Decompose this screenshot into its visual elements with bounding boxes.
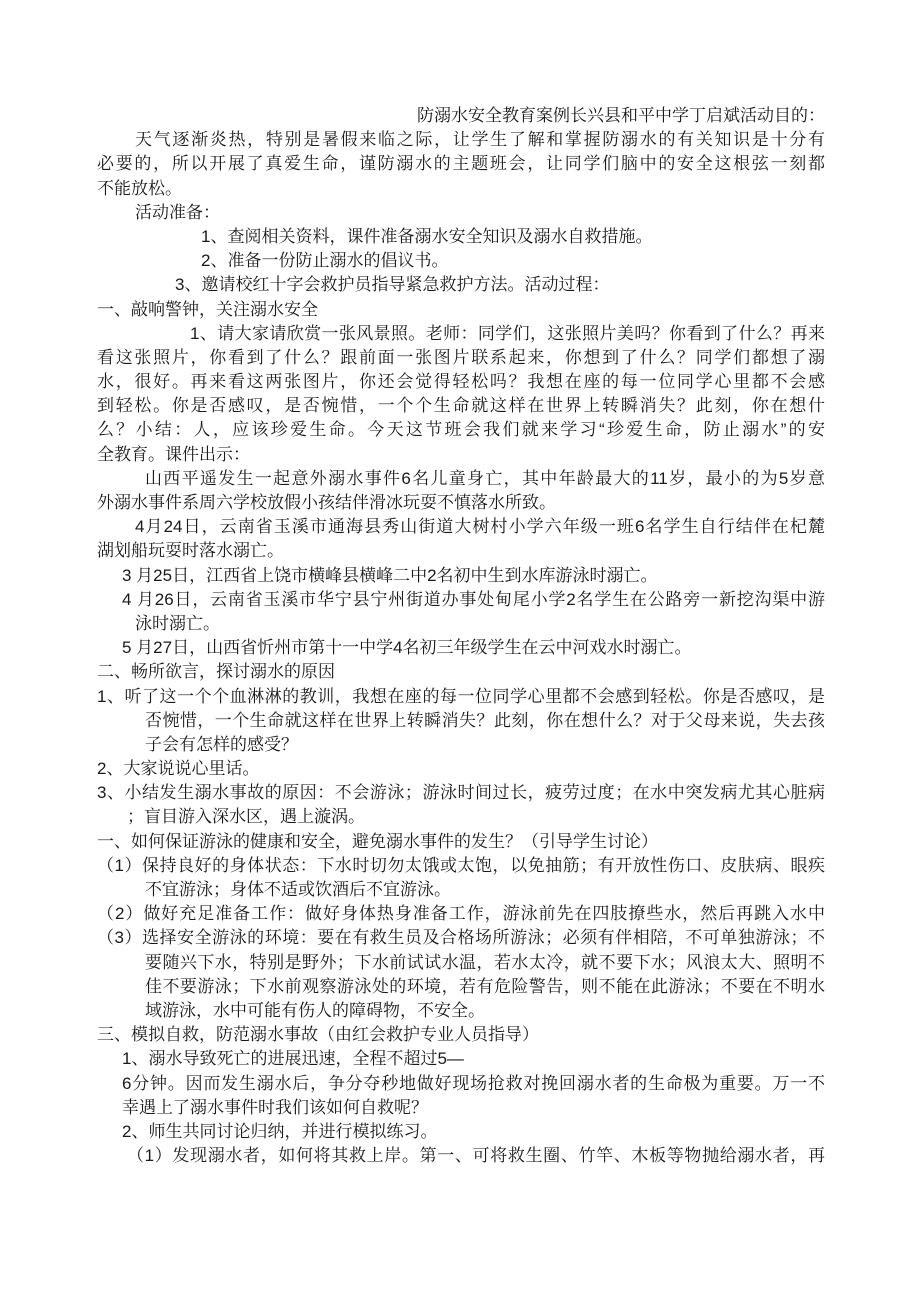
list-item: 2、大家说说心里话。	[97, 759, 260, 779]
list-item: 3 月25日，江西省上饶市横峰县横峰二中2名初中生到水库游泳时溺亡。	[122, 565, 658, 585]
list-item: 1、查阅相关资料，课件准备溺水安全知识及溺水自救措施。	[201, 226, 653, 246]
text-line: 山西平遥发生一起意外溺水事件6名儿童身亡，其中年龄最大的11岁，最小的为5岁意	[145, 468, 825, 488]
list-item: 5 月27日，山西省忻州市第十一中学4名初三年级学生在云中河戏水时溺亡。	[122, 638, 692, 658]
text-line: 子会有怎样的感受？	[145, 734, 298, 754]
list-item: 1、溺水导致死亡的进展迅速，全程不超过5—	[122, 1049, 464, 1069]
text-line: 么？小结：人，应该珍爱生命。今天这节班会我们就来学习“珍爱生命，防止溺水”的安	[97, 420, 825, 440]
text-line: 水，很好。再来看这两张图片，你还会觉得轻松吗？我想在座的每一位同学心里都不会感	[97, 372, 825, 392]
text-line: 看这张照片，你看到了什么？跟前面一张图片联系起来，你想到了什么？同学们都想了溺	[97, 347, 825, 367]
text-line: 不宜游泳；身体不适或饮酒后不宜游泳。	[145, 880, 451, 899]
text-line: 必要的，所以开展了真爱生命，谨防溺水的主题班会，让同学们脑中的安全这根弦一刻都	[97, 154, 825, 174]
section-heading-4: 三、模拟自救，防范溺水事故（由红会救护专业人员指导）	[97, 1025, 539, 1045]
list-item: 2、准备一份防止溺水的倡议书。	[201, 251, 449, 271]
list-item: 2、师生共同讨论归纳，并进行模拟练习。	[122, 1121, 438, 1141]
text-line: ；盲目游入深水区，遇上漩涡。	[127, 807, 365, 827]
text-line: 4月24日，云南省玉溪市通海县秀山街道大树村小学六年级一班6名学生自行结伴在杞麓	[135, 517, 825, 537]
text-line: 要随兴下水，特别是野外；下水前试试水温，若水太冷，就不要下水；风浪太大、照明不	[145, 952, 825, 972]
list-item: 4 月26日，云南省玉溪市华宁县宁州街道办事处甸尾小学2名学生在公路旁一新挖沟渠中游	[122, 589, 825, 609]
text-line: 泳时溺亡。	[135, 613, 220, 633]
list-item: 3、小结发生溺水事故的原因：不会游泳；游泳时间过长，疲劳过度；在水中突发病尤其心脏病	[97, 783, 825, 803]
section-heading-1: 一、敲响警钟，关注溺水安全	[97, 299, 318, 319]
list-item: （3）选择安全游泳的环境：要在有救生员及合格场所游泳；必须有伴相陪，不可单独游泳；不	[97, 928, 825, 948]
text-line: 幸遇上了溺水事件时我们该如何自救呢？	[122, 1097, 428, 1117]
text-line: 天气逐渐炎热，特别是暑假来临之际，让学生了解和掌握防溺水的有关知识是十分有	[135, 130, 825, 150]
text-line: 域游泳，水中可能有伤人的障碍物，不安全。	[145, 1000, 485, 1020]
text-line: 到轻松。你是否感叹，是否惋惜，一个个生命就这样在世界上转瞬消失？此刻，你在想什	[97, 396, 825, 416]
text-line: 佳不要游泳；下水前观察游泳处的环境，若有危险警告，则不能在此游泳；不要在不明水	[145, 976, 825, 996]
list-item: （1）保持良好的身体状态：下水时切勿太饿或太饱，以免抽筋；有开放性伤口、皮肤病、眼疾	[97, 855, 825, 875]
section-heading-3: 一、如何保证游泳的健康和安全，避免溺水事件的发生？（引导学生讨论）	[97, 831, 658, 851]
document-title: 防溺水安全教育案例长兴县和平中学丁启斌活动目的：	[417, 106, 825, 125]
list-item: 3、邀请校红十字会救护员指导紧急救护方法。活动过程：	[175, 275, 610, 295]
text-line: 全教育。课件出示：	[97, 444, 250, 464]
section-heading-2: 二、畅所欲言，探讨溺水的原因	[97, 662, 335, 682]
text-line: 否惋惜，一个生命就这样在世界上转瞬消失？此刻，你在想什么？对于父母来说，失去孩	[145, 710, 825, 730]
text-line: 外溺水事件系周六学校放假小孩结伴滑冰玩耍不慎落水所致。	[97, 493, 556, 512]
text-line: 1、听了这一个个血淋淋的教训，我想在座的每一位同学心里都不会感到轻松。你是否感叹，是	[97, 686, 825, 706]
list-item: （1）发现溺水者，如何将其救上岸。第一、可将救生圈、竹竿、木板等物抛给溺水者，再	[127, 1146, 825, 1166]
text-line: 活动准备：	[135, 202, 220, 222]
text-line: 6分钟。因而发生溺水后，争分夺秒地做好现场抢救对挽回溺水者的生命极为重要。万一不	[122, 1073, 825, 1093]
text-line: 不能放松。	[97, 178, 182, 198]
text-line: 湖划船玩耍时落水溺亡。	[97, 541, 284, 561]
list-item: （2）做好充足准备工作：做好身体热身准备工作，游泳前先在四肢撩些水，然后再跳入水中	[97, 904, 825, 924]
text-line: 1、请大家请欣赏一张风景照。老师：同学们，这张照片美吗？你看到了什么？再来	[190, 323, 825, 343]
